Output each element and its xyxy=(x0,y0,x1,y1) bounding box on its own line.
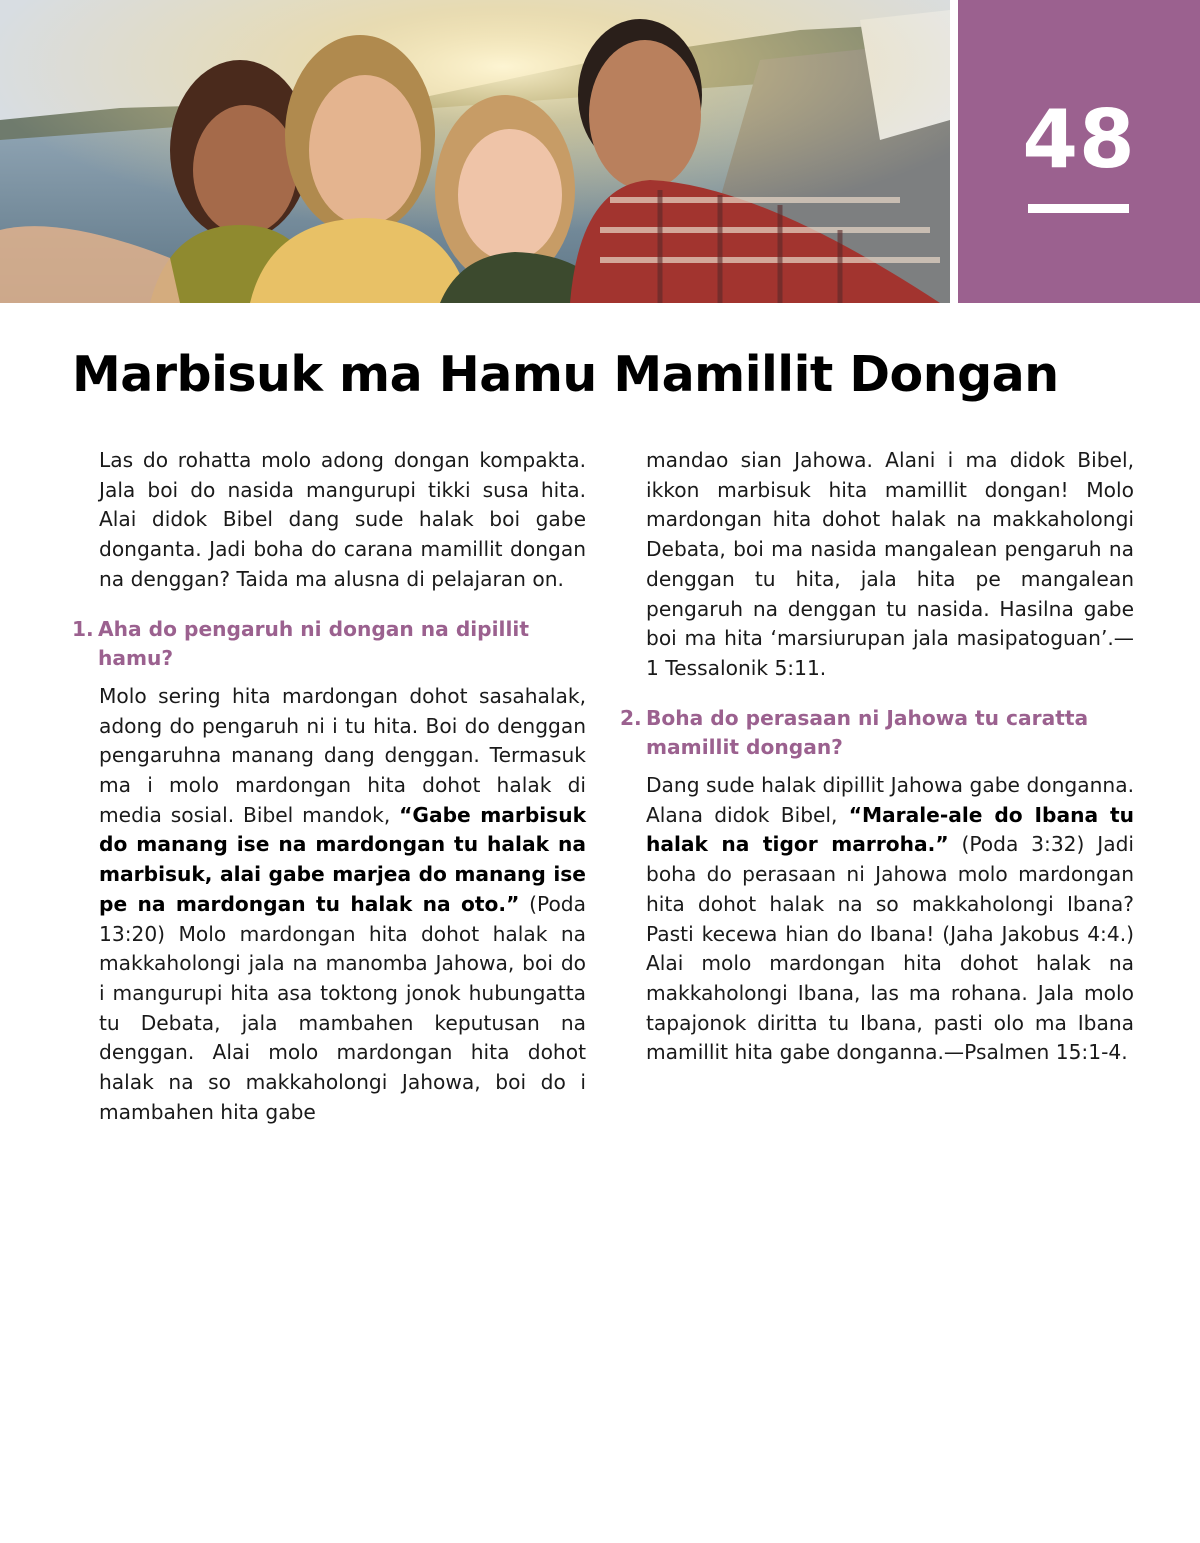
column-right xyxy=(620,446,1134,1068)
question-1-number: 1. xyxy=(72,616,94,641)
lesson-badge xyxy=(958,0,1200,303)
lesson-number: 48 xyxy=(1022,93,1136,186)
page-title: Marbisuk ma Hamu Mamillit Dongan xyxy=(72,346,1059,403)
question-2-heading xyxy=(620,704,1134,763)
q2-text-after: (Poda 3:32) Jadi boha do perasaan ni Jahowa molo mardongan hita dohot halak na so makkaholongi Ibana? Pasti kecewa hian do Ibana! (Jaha Jakobus 4:4.) Alai molo mardongan hita dohot halak na makkaholongi Ibana, las ma rohana. Jala molo tapajonok diritta tu Ibana, pasti olo ma Ibana mamillit hita gabe donganna.—Psalmen 15:1-4. xyxy=(646,832,1134,1065)
question-1-text: Aha do pengaruh ni dongan na dipillit hamu? xyxy=(98,616,529,671)
badge-underline xyxy=(1028,204,1129,213)
column-left xyxy=(72,446,586,1127)
question-2-number: 2. xyxy=(620,705,642,730)
friends-selfie-illustration xyxy=(0,0,950,303)
question-1-heading xyxy=(72,615,586,674)
question-1-paragraph xyxy=(72,682,586,1128)
q1-text-before: Molo sering hita mardongan dohot sasahalak, adong do pengaruh ni i tu hita. Boi do denggan pengaruhna manang dang denggan. Termasuk ma i molo mardongan hita dohot halak di media sosial. Bibel mandok, xyxy=(99,683,586,827)
question-2-text: Boha do perasaan ni Jahowa tu caratta mamillit dongan? xyxy=(646,705,1089,760)
q1-text-after-part1: (Poda 13:20) Molo mardongan hita dohot halak na makkaholongi jala na manomba Jahowa, boi do i mangurupi hita asa toktong jonok hubungatta tu Debata, jala mambahen keputusan na denggan. Alai molo mardongan hita dohot halak na so makkaholongi Jahowa, boi do i mambahen hita gabe xyxy=(99,891,586,1124)
question-1-paragraph-continued: mandao sian Jahowa. Alani i ma didok Bibel, ikkon marbisuk hita mamillit dongan! Molo mardongan hita dohot halak na makkaholongi Debata, boi ma nasida mangalean pengaruh na denggan tu hita, jala hita pe mangalean pengaruh na denggan tu nasida. Hasilna gabe boi ma hita ‘marsiurupan jala masipatoguan’.—1 Tessalonik 5:11. xyxy=(646,448,1134,680)
q2-scripture-quote: “Marale-ale do Ibana tu halak na tigor marroha.” xyxy=(646,802,1134,857)
q1-scripture-quote: “Gabe marbisuk do manang ise na mardongan tu halak na marbisuk, alai gabe marjea do manang ise pe na mardongan tu halak na oto.” xyxy=(99,802,586,916)
header-photo xyxy=(0,0,950,303)
question-2-paragraph xyxy=(620,771,1134,1068)
intro-paragraph: Las do rohatta molo adong dongan kompakta. Jala boi do nasida mangurupi tikki susa hita. Alai didok Bibel dang sude halak boi gabe donganta. Jadi boha do carana mamillit dongan na denggan? Taida ma alusna di pelajaran on. xyxy=(99,448,586,591)
q2-text-before: Dang sude halak dipillit Jahowa gabe donganna. Alana didok Bibel, xyxy=(646,773,1134,827)
